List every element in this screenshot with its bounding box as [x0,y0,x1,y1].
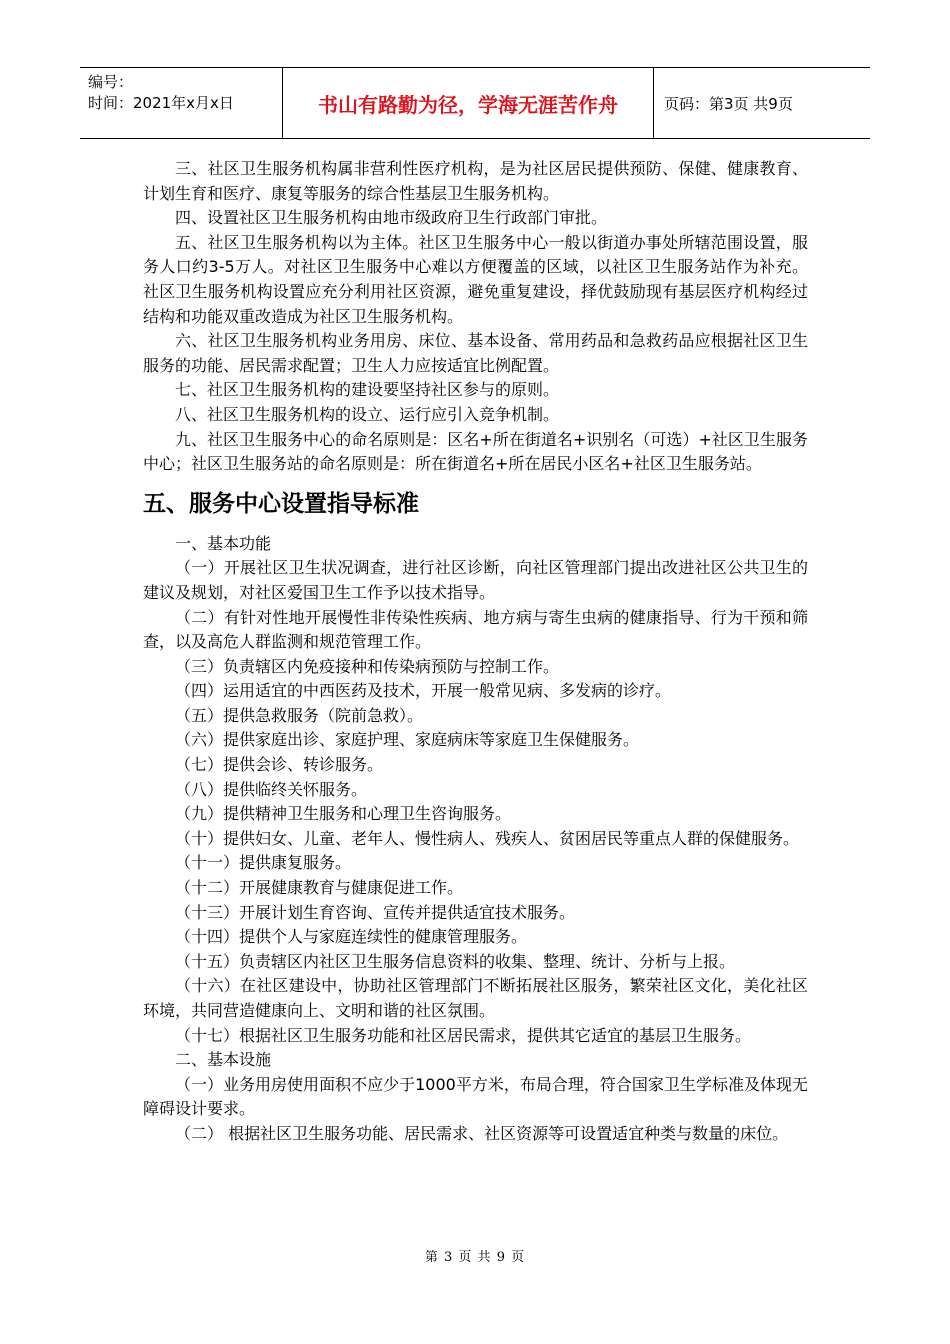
paragraph: 三、社区卫生服务机构属非营利性医疗机构，是为社区居民提供预防、保健、健康教育、计划生育和医疗、康复等服务的综合性基层卫生服务机构。 [143,159,808,203]
list-item: （四）运用适宜的中西医药及技术，开展一般常见病、多发病的诊疗。 [175,681,672,701]
list-item: （十四）提供个人与家庭连续性的健康管理服务。 [175,927,528,947]
list-item: （二）有针对性地开展慢性非传染性疾病、地方病与寄生虫病的健康指导、行为干预和筛查，以及高危人群监测和规范管理工作。 [143,607,808,652]
list-item: （三）负责辖区内免疫接种和传染病预防与控制工作。 [175,656,560,676]
list-item: （二） 根据社区卫生服务功能、居民需求、社区资源等可设置适宜种类与数量的床位。 [175,1123,789,1143]
paragraph: 六、社区卫生服务机构业务用房、床位、基本设备、常用药品和急救药品应根据社区卫生服务的功能、居民需求配置；卫生人力应按适宜比例配置。 [143,331,808,375]
list-item: （五）提供急救服务（院前急救）。 [175,705,424,725]
subsection-heading: 二、基本设施 [175,1050,272,1070]
document-body [143,157,808,1147]
header-motto-cell [283,68,654,138]
page-footer: 第 3 页 共 9 页 [424,1250,526,1265]
header-meta [80,68,283,138]
list-item: （六）提供家庭出诊、家庭护理、家庭病床等家庭卫生保健服务。 [175,730,640,750]
list-item: （十三）开展计划生育咨询、宣传并提供适宜技术服务。 [175,902,576,922]
list-item: （九）提供精神卫生服务和心理卫生咨询服务。 [175,804,512,824]
list-item: （十一）提供康复服务。 [175,853,352,873]
motto: 书山有路勤为径，学海无涯苦作舟 [318,92,618,117]
paragraph: 七、社区卫生服务机构的建设要坚持社区参与的原则。 [175,380,560,400]
list-item: （十五）负责辖区内社区卫生服务信息资料的收集、整理、统计、分析与上报。 [175,951,736,971]
list-item: （七）提供会诊、转诊服务。 [175,755,384,775]
list-item: （一）业务用房使用面积不应少于1000平方米，布局合理，符合国家卫生学标准及体现无障碍设计要求。 [143,1074,808,1119]
list-item: （一）开展社区卫生状况调查，进行社区诊断，向社区管理部门提出改进社区公共卫生的建议及规划，对社区爱国卫生工作予以技术指导。 [143,558,808,602]
subsection-heading: 一、基本功能 [175,533,272,553]
list-item: （十二）开展健康教育与健康促进工作。 [175,878,464,898]
list-item: （八）提供临终关怀服务。 [175,779,368,799]
list-item: （十）提供妇女、儿童、老年人、慢性病人、残疾人、贫困居民等重点人群的保健服务。 [175,828,800,848]
paragraph: 八、社区卫生服务机构的设立、运行应引入竞争机制。 [175,404,560,424]
list-item: （十六）在社区建设中，协助社区管理部门不断拓展社区服务，繁荣社区文化，美化社区环境，共同营造健康向上、文明和谐的社区氛围。 [143,976,808,1020]
page-header [80,67,870,139]
page-info: 页码：第3页 共9页 [664,94,793,113]
paragraph: 九、社区卫生服务中心的命名原则是：区名+所在街道名+识别名（可选）+社区卫生服务中心；社区卫生服务站的命名原则是：所在街道名+所在居民小区名+社区卫生服务站。 [143,429,808,474]
list-item: （十七）根据社区卫生服务功能和社区居民需求，提供其它适宜的基层卫生服务。 [175,1025,752,1045]
time-label: 时间：2021年x月x日 [88,94,234,112]
paragraph: 四、设置社区卫生服务机构由地市级政府卫生行政部门审批。 [175,208,608,228]
paragraph: 五、社区卫生服务机构以为主体。社区卫生服务中心一般以街道办事处所辖范围设置，服务人口约3-5万人。对社区卫生服务中心难以方便覆盖的区域，以社区卫生服务站作为补充。社区卫生服务机构设置应充分利用社区资源，避免重复建设，择优鼓励现有基层医疗机构经过结构和功能双重改造成为社区卫生服务机构。 [143,232,808,326]
header-page-info [654,68,870,138]
section-heading: 五、服务中心设置指导标准 [143,490,419,517]
number-label: 编号： [88,73,134,91]
